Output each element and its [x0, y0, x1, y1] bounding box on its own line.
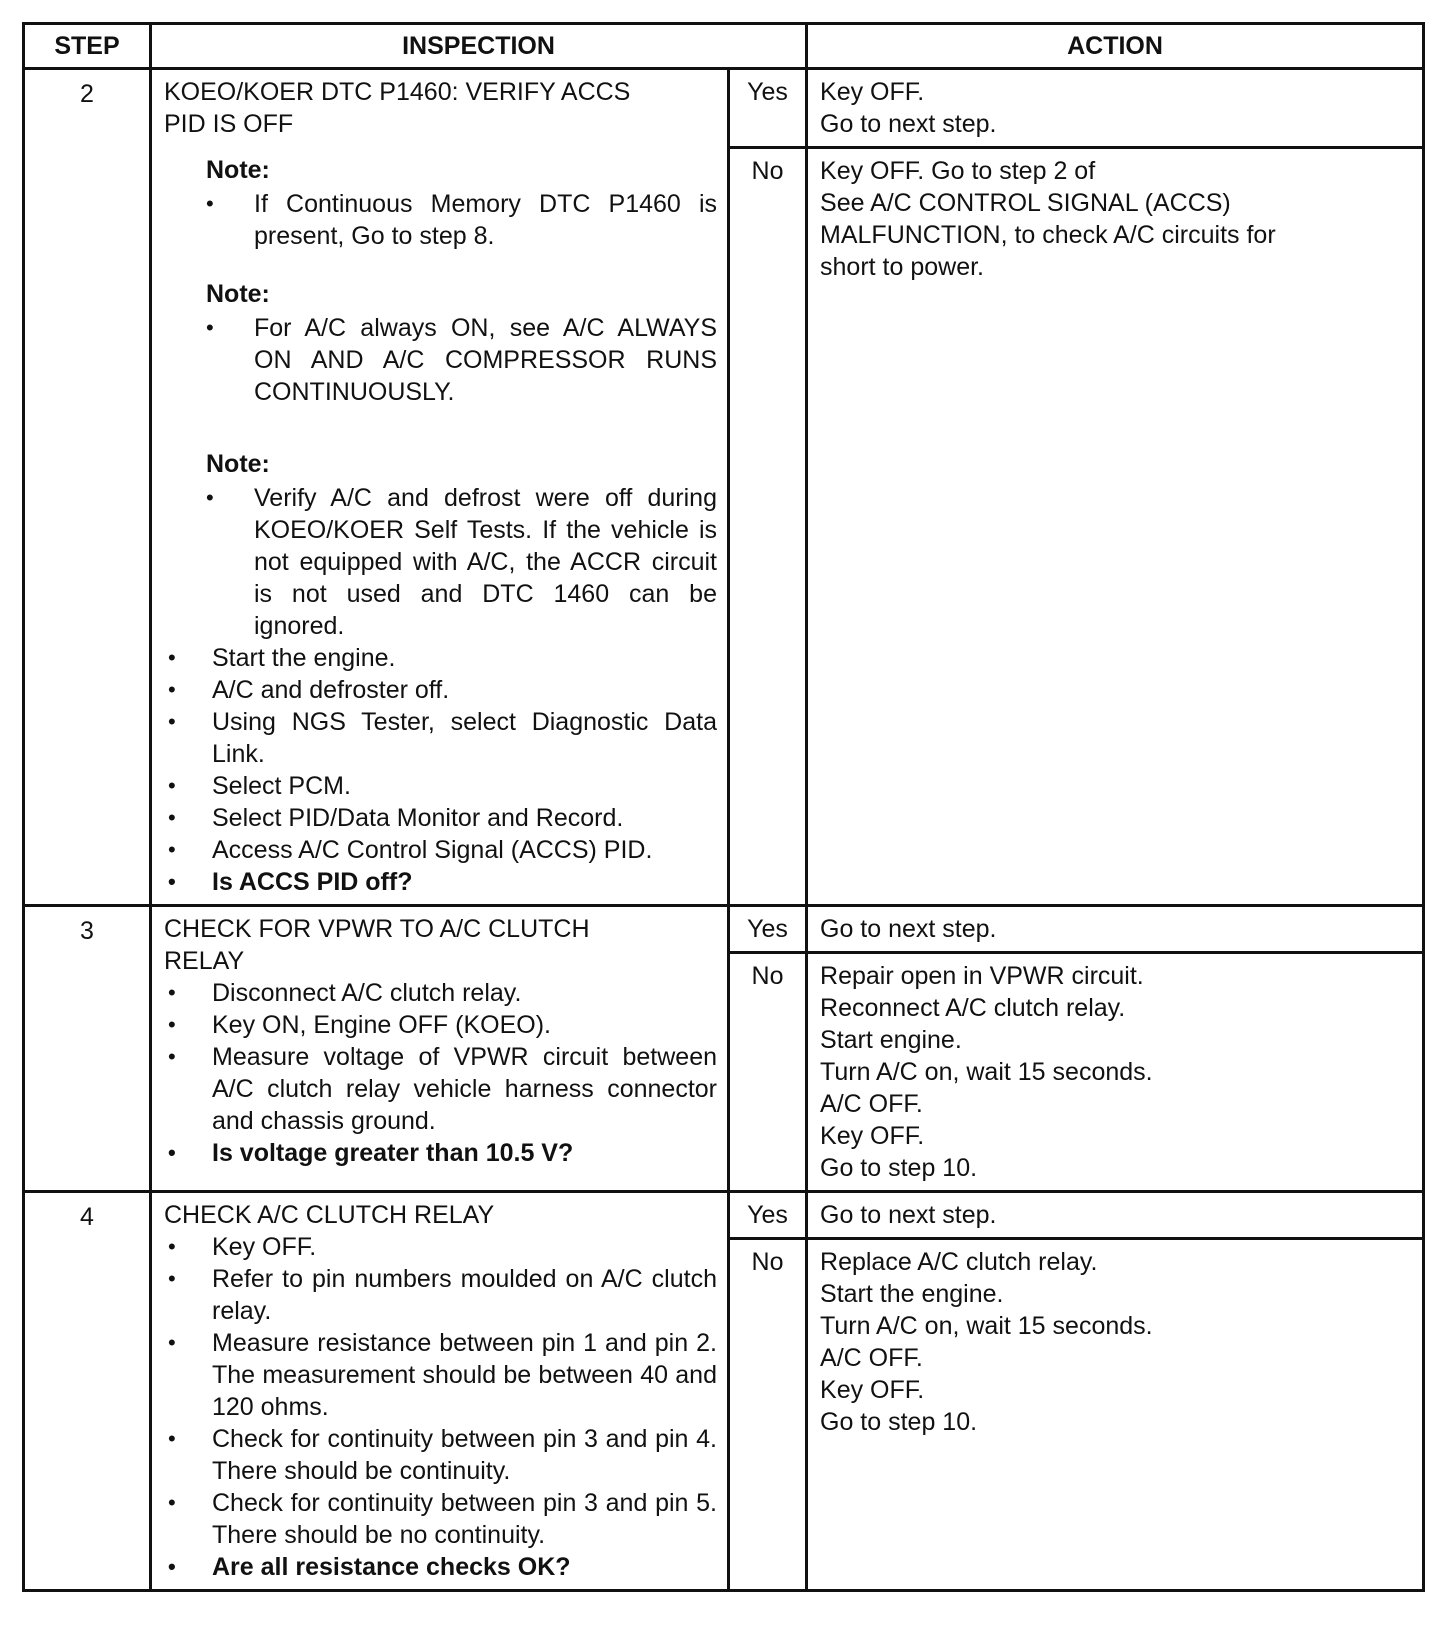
yes-action: [807, 69, 1424, 148]
action-line: Key OFF. Go to step 2 of: [820, 157, 1096, 185]
action-line: Turn A/C on, wait 15 seconds.: [820, 1312, 1153, 1340]
inspection-bullet: • Disconnect A/C clutch relay.: [164, 977, 717, 1009]
note-label: Note:: [206, 156, 270, 184]
action-line: Go to next step.: [820, 915, 997, 943]
inspection-question: • Is voltage greater than 10.5 V?: [164, 1137, 717, 1169]
note-item: • Verify A/C and defrost were off during KOEO/KOER Self Tests. If the vehicle is not equipped with A/C, the ACCR circuit is not used and DTC 1460 can be ignored.: [206, 482, 717, 642]
header-action: ACTION: [807, 24, 1424, 69]
action-line: Go to next step.: [820, 1201, 997, 1229]
note-block: [164, 448, 717, 642]
action-line: MALFUNCTION, to check A/C circuits for: [820, 221, 1276, 249]
action-line: Go to step 10.: [820, 1408, 978, 1436]
inspection-bullet: • Select PID/Data Monitor and Record.: [164, 802, 717, 834]
note-label: Note:: [206, 280, 270, 308]
note-block: [164, 278, 717, 408]
action-line: Go to step 10.: [820, 1154, 978, 1182]
step-3-yes-row: [24, 906, 1424, 953]
action-line: Key OFF.: [820, 78, 925, 106]
inspection-bullets: [164, 977, 717, 1169]
action-line: short to power.: [820, 253, 984, 281]
action-line: Key OFF.: [820, 1376, 925, 1404]
inspection-bullets: [164, 642, 717, 898]
inspection-title-line: KOEO/KOER DTC P1460: VERIFY ACCS: [164, 78, 631, 106]
inspection-bullet: • Using NGS Tester, select Diagnostic Data Link.: [164, 706, 717, 770]
action-line: Replace A/C clutch relay.: [820, 1248, 1098, 1276]
inspection-title-line: RELAY: [164, 947, 245, 975]
inspection-bullet: • Check for continuity between pin 3 and pin 5. There should be no continuity.: [164, 1487, 717, 1551]
inspection-bullet: • Access A/C Control Signal (ACCS) PID.: [164, 834, 717, 866]
action-line: Key OFF.: [820, 1122, 925, 1150]
inspection-bullet: • Key OFF.: [164, 1231, 717, 1263]
yes-action: [807, 1192, 1424, 1239]
action-line: A/C OFF.: [820, 1090, 923, 1118]
inspection-bullet: • Start the engine.: [164, 642, 717, 674]
no-label: No: [729, 953, 807, 1192]
inspection-cell: [151, 1192, 729, 1591]
inspection-title-line: CHECK FOR VPWR TO A/C CLUTCH: [164, 915, 590, 943]
action-line: See A/C CONTROL SIGNAL (ACCS): [820, 189, 1231, 217]
no-label: No: [729, 1239, 807, 1591]
action-line: Repair open in VPWR circuit.: [820, 962, 1144, 990]
step-number: 3: [24, 906, 151, 1192]
action-line: Reconnect A/C clutch relay.: [820, 994, 1126, 1022]
header-inspection: INSPECTION: [151, 24, 807, 69]
inspection-question: • Is ACCS PID off?: [164, 866, 717, 898]
inspection-cell: [151, 906, 729, 1192]
action-line: A/C OFF.: [820, 1344, 923, 1372]
inspection-cell: [151, 69, 729, 906]
yes-label: Yes: [729, 906, 807, 953]
no-action: [807, 953, 1424, 1192]
note-block: [164, 154, 717, 252]
inspection-bullet: • Key ON, Engine OFF (KOEO).: [164, 1009, 717, 1041]
note-item: • For A/C always ON, see A/C ALWAYS ON AND A/C COMPRESSOR RUNS CONTINUOUSLY.: [206, 312, 717, 408]
note-item: • If Continuous Memory DTC P1460 is present, Go to step 8.: [206, 188, 717, 252]
inspection-title-line: PID IS OFF: [164, 110, 294, 138]
inspection-title-line: CHECK A/C CLUTCH RELAY: [164, 1201, 495, 1229]
header-row: [24, 24, 1424, 69]
yes-label: Yes: [729, 69, 807, 148]
inspection-question: • Are all resistance checks OK?: [164, 1551, 717, 1583]
inspection-bullets: [164, 1231, 717, 1583]
inspection-bullet: • Refer to pin numbers moulded on A/C clutch relay.: [164, 1263, 717, 1327]
no-label: No: [729, 148, 807, 906]
action-line: Go to next step.: [820, 110, 997, 138]
inspection-bullet: • Select PCM.: [164, 770, 717, 802]
no-action: [807, 1239, 1424, 1591]
inspection-bullet: • A/C and defroster off.: [164, 674, 717, 706]
no-action: [807, 148, 1424, 906]
step-number: 4: [24, 1192, 151, 1591]
inspection-bullet: • Measure voltage of VPWR circuit between A/C clutch relay vehicle harness connector and chassis ground.: [164, 1041, 717, 1137]
diagnostic-table: [22, 22, 1425, 1592]
step-4-yes-row: [24, 1192, 1424, 1239]
yes-label: Yes: [729, 1192, 807, 1239]
step-number: 2: [24, 69, 151, 906]
action-line: Start engine.: [820, 1026, 962, 1054]
action-line: Turn A/C on, wait 15 seconds.: [820, 1058, 1153, 1086]
step-2-yes-row: [24, 69, 1424, 148]
header-step: STEP: [24, 24, 151, 69]
yes-action: [807, 906, 1424, 953]
note-label: Note:: [206, 450, 270, 478]
inspection-bullet: • Measure resistance between pin 1 and pin 2. The measurement should be between 40 and 120 ohms.: [164, 1327, 717, 1423]
action-line: Start the engine.: [820, 1280, 1004, 1308]
inspection-bullet: • Check for continuity between pin 3 and pin 4. There should be continuity.: [164, 1423, 717, 1487]
